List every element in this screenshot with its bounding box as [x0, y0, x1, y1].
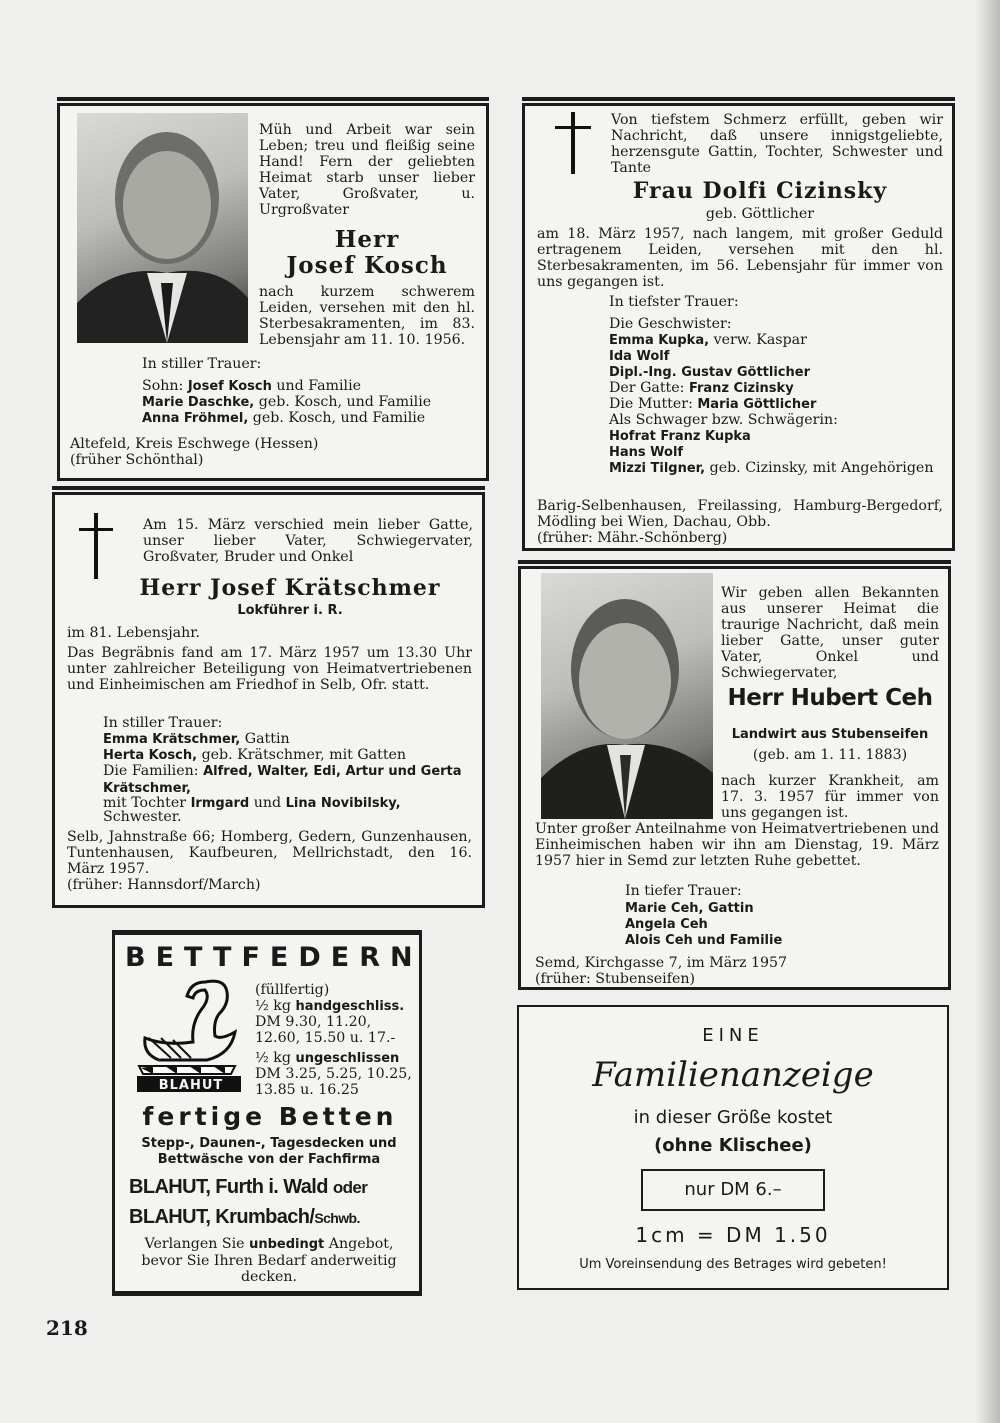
ceh-mourner-1: Marie Ceh, Gattin	[625, 901, 754, 916]
label: Die Familien:	[103, 763, 199, 779]
obituary-kosch	[57, 103, 489, 481]
obituary-ceh	[518, 566, 951, 990]
bettfedern-firm-2	[129, 1206, 419, 1229]
cizinsky-mother	[609, 396, 816, 413]
suffix: geb. Kosch, und Familie	[252, 410, 426, 426]
name: Franz Cizinsky	[688, 381, 794, 396]
ceh-former: (früher: Stubenseifen)	[535, 971, 696, 987]
bettfedern-cta	[129, 1236, 409, 1285]
fam-price-box	[641, 1169, 825, 1211]
label: Sohn:	[142, 378, 184, 394]
portrait-silhouette	[541, 573, 713, 819]
label: Der Gatte:	[609, 380, 685, 396]
label: mit Tochter	[103, 795, 187, 811]
ceh-job: Landwirt aus Stubenseifen	[731, 727, 929, 742]
ceh-address: Semd, Kirchgasse 7, im März 1957	[535, 955, 788, 971]
names: Alfred, Walter, Edi, Artur und Gerta Krätschmer,	[103, 764, 462, 796]
kosch-mourning: In stiller Trauer:	[142, 356, 262, 372]
kosch-title: Herr	[334, 226, 400, 253]
bettfedern-headline: BETTFEDERN	[125, 942, 423, 973]
name: Emma Krätschmer,	[103, 732, 241, 747]
kraetschmer-name: Herr Josef Krätschmer	[139, 575, 441, 601]
kosch-death: nach kurzem schwerem Leiden, versehen mit den hl. Sterbesakramenten, im 83. Lebensjahr am 11. 10. 1956.	[259, 284, 475, 348]
fam-line-2: (ohne Klischee)	[654, 1135, 812, 1156]
fam-title: Familienanzeige	[592, 1055, 874, 1095]
cizinsky-name: Frau Dolfi Cizinsky	[632, 178, 888, 204]
kraetschmer-funeral: Das Begräbnis fand am 17. März 1957 um 13.30 Uhr unter zahlreicher Beteiligung von Heimatvertriebenen und Einheimischen am Friedhof in Selb, Ofr. statt.	[67, 645, 472, 693]
cizinsky-death: am 18. März 1957, nach langem, mit großer Geduld ertragenem Leiden, versehen mit den hl. Sterbesakramenten, im 56. Lebensjahr für immer von uns gegangen ist.	[537, 226, 943, 290]
ceh-intro: Wir geben allen Bekannten aus unserer Heimat die traurige Nachricht, daß mein lieber Gatte, unser guter Vater, Onkel und Schwiegervater,	[721, 585, 939, 681]
cizinsky-places: Barig-Selbenhausen, Freilassing, Hamburg-Bergedorf, Mödling bei Wien, Dachau, Obb.	[537, 498, 943, 530]
bettfedern-fill: (füllfertig)	[255, 982, 330, 998]
fam-note: Um Voreinsendung des Betrages wird gebeten!	[579, 1257, 887, 1272]
portrait-photo-kosch	[77, 113, 248, 343]
name: Hans Wolf	[609, 445, 684, 460]
kraetschmer-line-2	[103, 747, 473, 764]
kraetschmer-age: im 81. Lebensjahr.	[67, 625, 201, 641]
page-edge-shadow	[976, 0, 1000, 1423]
kosch-line-froehmel	[142, 410, 482, 427]
weight: ½ kg	[255, 998, 291, 1014]
kraetschmer-mourning: In stiller Trauer:	[103, 715, 223, 731]
firm: BLAHUT, Krumbach/	[129, 1206, 315, 1228]
ceh-name: Herr Hubert Ceh	[727, 685, 933, 711]
ceh-death: nach kurzer Krankheit, am 17. 3. 1957 für immer von uns gegangen ist.	[721, 773, 939, 821]
kosch-former: (früher Schönthal)	[70, 452, 204, 468]
name: Hofrat Franz Kupka	[609, 429, 751, 444]
kosch-intro: Müh und Arbeit war sein Leben; treu und fleißig seine Hand! Fern der geliebten Heimat starb unser lieber Vater, Großvater, u. Urgroßvater	[259, 122, 475, 218]
suffix: geb. Kosch, und Familie	[258, 394, 432, 410]
portrait-silhouette	[77, 113, 248, 343]
obituary-kraetschmer	[52, 492, 485, 908]
type: handgeschliss.	[295, 999, 405, 1014]
name-1: Irmgard	[190, 796, 250, 811]
cizinsky-sibling-2	[609, 348, 669, 365]
cross-icon	[79, 513, 113, 579]
bettfedern-prices-1: DM 9.30, 11.20, 12.60, 15.50 u. 17.-	[255, 1014, 396, 1046]
region: Schwb.	[314, 1210, 360, 1226]
kraetschmer-intro: Am 15. März verschied mein lieber Gatte, unser lieber Vater, Schwiegervater, Großvater, Bruder und Onkel	[143, 517, 473, 565]
type: ungeschlissen	[295, 1051, 400, 1066]
name: Anna Fröhmel,	[142, 411, 249, 426]
bettfedern-beds: fertige Betten	[142, 1102, 398, 1131]
cizinsky-inlaw-2	[609, 444, 683, 461]
name: Josef Kosch	[187, 379, 272, 394]
kosch-name: Josef Kosch	[286, 252, 448, 279]
bettfedern-prices-2: DM 3.25, 5.25, 10.25, 13.85 u. 16.25	[255, 1066, 412, 1098]
kraetschmer-line-3	[103, 763, 473, 797]
kraetschmer-line-1	[103, 731, 473, 748]
name: Emma Kupka,	[609, 333, 710, 348]
cta-post: Angebot, bevor Sie Ihren Bedarf anderweitig decken.	[141, 1236, 397, 1285]
name: Marie Daschke,	[142, 395, 255, 410]
ceh-funeral: Unter großer Anteilnahme von Heimatvertriebenen und Einheimischen haben wir ihn am Dienstag, 19. März 1957 hier in Semd zur letzten Ruhe gebettet.	[535, 821, 939, 869]
bettfedern-price-1	[255, 998, 415, 1015]
suffix: geb. Krätschmer, mit Gatten	[201, 747, 407, 763]
suffix: geb. Cizinsky, mit Angehörigen	[709, 460, 934, 476]
kraetschmer-former: (früher: Hannsdorf/March)	[67, 877, 261, 893]
swan-logo-icon	[135, 974, 245, 1094]
name: Ida Wolf	[609, 349, 670, 364]
cta-pre: Verlangen Sie	[144, 1236, 245, 1252]
bettfedern-products: Stepp-, Daunen-, Tagesdecken und Bettwäsche von der Fachfirma	[141, 1136, 397, 1167]
suffix: Gattin	[244, 731, 290, 747]
cizinsky-inlaws-label: Als Schwager bzw. Schwägerin:	[609, 412, 838, 428]
portrait-photo-ceh	[541, 573, 713, 819]
page-number: 218	[46, 1316, 88, 1340]
kosch-line-daschke	[142, 394, 482, 411]
cizinsky-born: geb. Göttlicher	[705, 206, 815, 222]
fam-price: nur DM 6.–	[684, 1179, 782, 1200]
advertisement-familienanzeige	[517, 1005, 949, 1290]
name: Maria Göttlicher	[697, 397, 817, 412]
weight: ½ kg	[255, 1050, 291, 1066]
suffix: verw. Kaspar	[713, 332, 807, 348]
name-2: Lina Novibilsky,	[285, 796, 401, 811]
label: Die Mutter:	[609, 396, 693, 412]
conj: oder	[332, 1178, 368, 1197]
bettfedern-price-2	[255, 1050, 415, 1067]
conj: und	[253, 795, 282, 811]
kraetschmer-address: Selb, Jahnstraße 66; Homberg, Gedern, Gunzenhausen, Tuntenhausen, Kaufbeuren, Mellrichstadt, den 16. März 1957.	[67, 829, 472, 877]
cizinsky-sibling-1	[609, 332, 807, 349]
suffix: und Familie	[276, 378, 362, 394]
advertisement-bettfedern	[112, 930, 422, 1296]
firm: BLAHUT, Furth i. Wald	[129, 1176, 328, 1198]
cizinsky-siblings-label: Die Geschwister:	[609, 316, 732, 332]
cizinsky-former: (früher: Mähr.-Schönberg)	[537, 530, 728, 546]
name: Herta Kosch,	[103, 748, 198, 763]
fam-line-1: in dieser Größe kostet	[633, 1107, 833, 1128]
bettfedern-firm-1	[129, 1176, 419, 1199]
kosch-place: Altefeld, Kreis Eschwege (Hessen)	[70, 436, 319, 452]
name: Dipl.-Ing. Gustav Göttlicher	[609, 365, 810, 380]
cta-bold: unbedingt	[249, 1237, 325, 1252]
cross-icon	[555, 112, 591, 174]
fam-eine: EINE	[702, 1025, 764, 1046]
fam-rate: 1cm = DM 1.50	[635, 1223, 831, 1247]
ceh-born: (geb. am 1. 11. 1883)	[752, 747, 908, 763]
cizinsky-sibling-3	[609, 364, 810, 381]
cizinsky-husband	[609, 380, 794, 397]
cizinsky-inlaw-3	[609, 460, 943, 477]
ceh-mourning: In tiefer Trauer:	[625, 883, 742, 899]
kraetschmer-job: Lokführer i. R.	[237, 603, 343, 618]
cizinsky-intro: Von tiefstem Schmerz erfüllt, geben wir Nachricht, daß unsere innigstgeliebte, herzensgute Gattin, Tochter, Schwester und Tante	[611, 112, 943, 176]
ceh-mourner-2: Angela Ceh	[625, 917, 708, 932]
bettfedern-logo-text: BLAHUT	[158, 1078, 224, 1093]
cizinsky-mourning: In tiefster Trauer:	[609, 294, 739, 310]
ceh-mourner-3: Alois Ceh und Familie	[625, 933, 783, 948]
cizinsky-inlaw-1	[609, 428, 751, 445]
kosch-line-son	[142, 378, 472, 395]
kraetschmer-line-5: Schwester.	[103, 809, 182, 825]
obituary-cizinsky	[522, 103, 955, 551]
name: Mizzi Tilgner,	[609, 461, 706, 476]
